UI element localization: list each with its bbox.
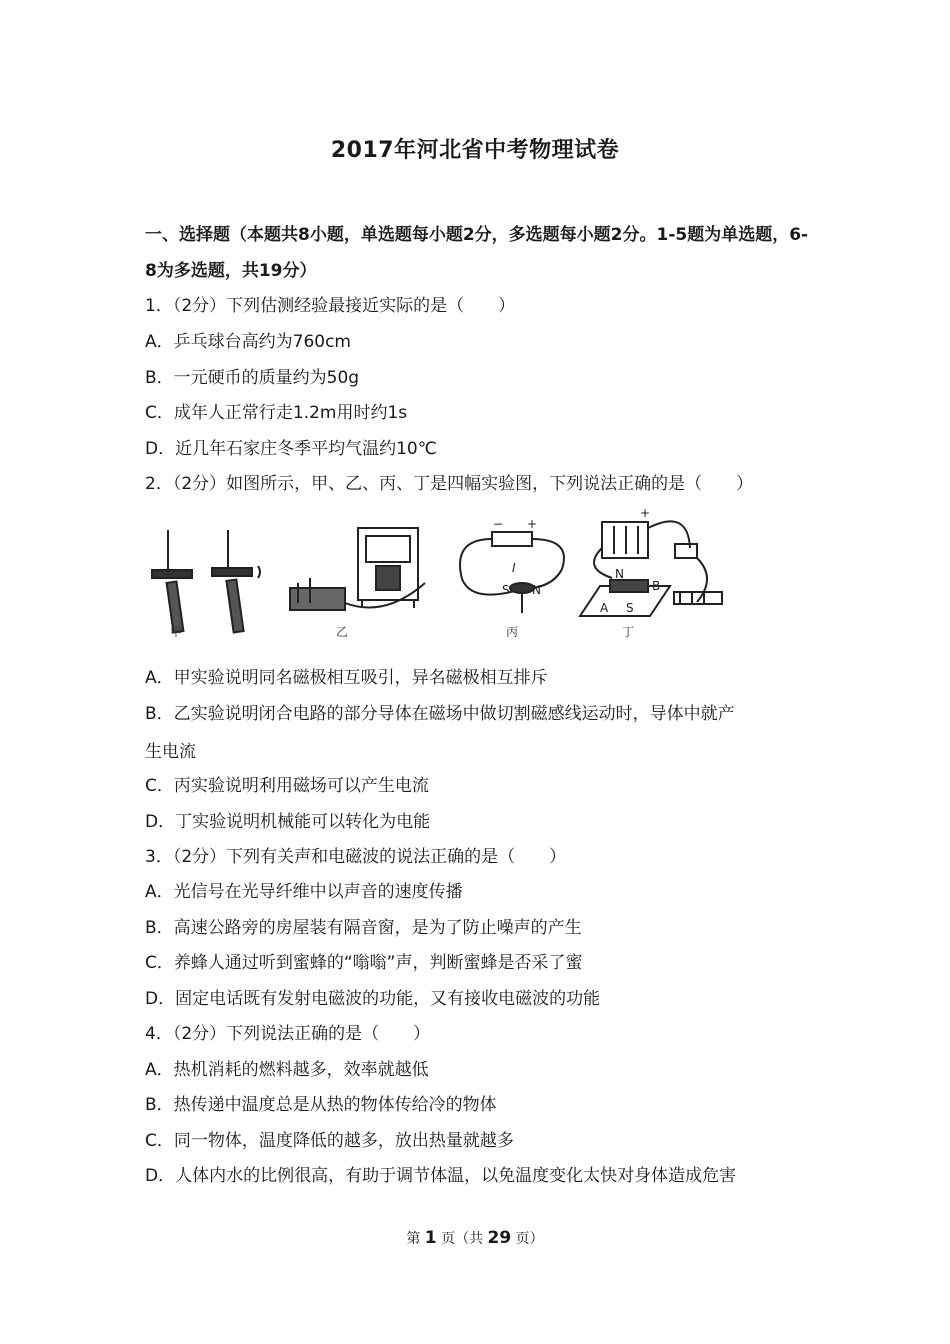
footer-total-pages: 29 (487, 1228, 512, 1248)
footer-suffix: 页） (515, 1231, 544, 1247)
battery-minus-symbol: − (493, 517, 504, 531)
question-2-option-c: C．丙实验说明利用磁场可以产生电流 (145, 776, 429, 796)
question-3-stem: 3．（2分）下列有关声和电磁波的说法正确的是（ ） (145, 847, 567, 867)
question-2-option-d: D．丁实验说明机械能可以转化为电能 (145, 812, 431, 832)
question-1-option-c: C．成年人正常行走1.2m用时约1s (145, 403, 408, 423)
page-title: 2017年河北省中考物理试卷 (330, 138, 620, 163)
question-2-option-a: A．甲实验说明同名磁极相互吸引，异名磁极相互排斥 (145, 668, 548, 688)
question-4-option-b: B．热传递中温度总是从热的物体传给冷的物体 (145, 1095, 497, 1115)
footer-middle: 页（共 (441, 1231, 484, 1247)
ding-pole-b-label: B (652, 579, 661, 593)
pole-s-label: S (502, 583, 510, 597)
question-1-option-a: A．乒乓球台高约为760cm (145, 332, 351, 352)
ding-plus-symbol: + (640, 508, 651, 520)
page-footer (0, 1228, 950, 1248)
experiment-figure (140, 508, 740, 643)
question-3-option-b: B．高速公路旁的房屋装有隔音窗，是为了防止噪声的产生 (145, 918, 582, 938)
figure-label-jia: 甲 (170, 625, 183, 639)
pole-n-label: N (532, 583, 541, 597)
ding-pole-n-label: N (615, 567, 624, 581)
figure-label-ding: 丁 (622, 625, 635, 639)
section-heading: 一、选择题（本题共8小题，单选题每小题2分，多选题每小题2分。1-5题为单选题，6-8为多选题，共19分） (145, 225, 809, 281)
question-2-option-b: B．乙实验说明闭合电路的部分导体在磁场中做切割磁感线运动时，导体中就产 (145, 704, 735, 724)
current-label: I (512, 561, 516, 575)
question-1-stem: 1．（2分）下列估测经验最接近实际的是（ ） (145, 296, 516, 316)
question-2-option-b-continued: 生电流 (145, 742, 196, 762)
figure-label-bing: 丙 (506, 625, 519, 639)
question-4-option-a: A．热机消耗的燃料越多，效率就越低 (145, 1060, 429, 1080)
battery-plus-symbol: + (527, 517, 538, 531)
question-1-option-b: B．一元硬币的质量约为50g (145, 368, 360, 388)
figure-yi-galvanometer (290, 528, 425, 610)
question-1-option-d: D．近几年石家庄冬季平均气温约10℃ (145, 439, 437, 459)
question-3-option-d: D．固定电话既有发射电磁波的功能，又有接收电磁波的功能 (145, 989, 601, 1009)
question-4-option-d: D．人体内水的比例很高，有助于调节体温，以免温度变化太快对身体造成危害 (145, 1166, 737, 1186)
experiment-figure-svg (140, 508, 740, 643)
ding-pole-a-label: A (600, 601, 609, 615)
question-3-option-a: A．光信号在光导纤维中以声音的速度传播 (145, 882, 463, 902)
footer-page-number: 1 (424, 1228, 437, 1248)
question-4-option-c: C．同一物体，温度降低的越多，放出热量就越多 (145, 1131, 514, 1151)
footer-prefix: 第 (406, 1231, 421, 1247)
question-2-stem: 2．（2分）如图所示，甲、乙、丙、丁是四幅实验图，下列说法正确的是（ ） (145, 474, 754, 494)
question-3-option-c: C．养蜂人通过听到蜜蜂的“嗡嗡”声，判断蜜蜂是否采了蜜 (145, 953, 583, 973)
ding-pole-s-label: S (626, 601, 634, 615)
question-4-stem: 4．（2分）下列说法正确的是（ ） (145, 1024, 431, 1044)
figure-jia-magnets (152, 530, 260, 632)
figure-label-yi: 乙 (336, 625, 349, 639)
